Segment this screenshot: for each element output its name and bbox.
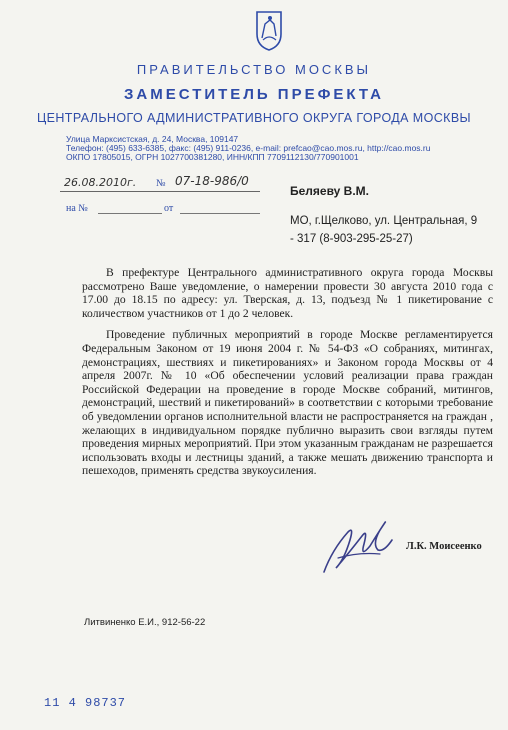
letterhead-codes: ОКПО 17805015, ОГРН 1027700381280, ИНН/КПП 7709112130/770901001 <box>66 152 359 162</box>
reply-date-underline <box>180 213 260 214</box>
letter-body <box>82 266 493 486</box>
body-paragraph-1: В префектуре Центрального административного округа города Москвы рассмотрено Ваше уведомление, о намерении провести 30 августа 2010 года с 17.00 до 18.15 по адресу: ул. Тверская, д. 13, подъезд № 1 пикетирование с количеством участников от 1 до 2 человек. <box>82 266 493 320</box>
addressee-name: Беляеву В.М. <box>290 184 370 198</box>
registration-number-label: № <box>156 178 166 189</box>
moscow-coat-of-arms-icon <box>255 8 283 52</box>
body-paragraph-2: Проведение публичных мероприятий в городе Москве регламентируется Федеральным Законом от 19 июня 2004 г. № 54-ФЗ «О собраниях, митингах, демонстрациях, шествиях и пикетированиях» и Законом города Москвы от 4 апреля 2007г. № 10 «Об обеспечении условий реализации права граждан Российской Федерации на проведение в городе Москве собраний, митингов, демонстраций, шествий и пикетирований» в соответствии с которыми требование об уведомлении органов исполнительной власти не распространяется на граждан , желающих в индивидуальном порядке публично выразить свои взгляды путем проведения мирных мероприятий. При этом указанным гражданам не разрешается использовать входы и лестницы зданий, а также мешать движению транспорта и пешеходов, применять средства звукоусиления. <box>82 328 493 478</box>
addressee-address: МО, г.Щелково, ул. Центральная, 9 - 317 (8-903-295-25-27) <box>290 215 478 245</box>
signer-name: Л.К. Моисеенко <box>406 541 482 552</box>
contacts-block <box>66 135 430 162</box>
reply-number-underline <box>98 213 162 214</box>
handwritten-signature <box>318 510 398 580</box>
registration-date: 26.08.2010г. <box>64 176 137 189</box>
government-header: ПРАВИТЕЛЬСТВО МОСКВЫ <box>136 62 372 77</box>
reply-date-label: от <box>164 203 174 214</box>
serial-number: 11 4 98737 <box>44 696 127 710</box>
district-title: ЦЕНТРАЛЬНОГО АДМИНИСТРАТИВНОГО ОКРУГА ГОРОДА МОСКВЫ <box>36 111 472 125</box>
registration-number: 07-18-986/0 <box>175 174 249 188</box>
executor-info: Литвиненко Е.И., 912-56-22 <box>84 617 206 628</box>
reply-number-label: на № <box>66 203 88 214</box>
position-title: ЗАМЕСТИТЕЛЬ ПРЕФЕКТА <box>124 86 384 103</box>
letterhead-address: Улица Марксистская, д. 24, Москва, 109147 <box>66 134 239 144</box>
letterhead-contacts: Телефон: (495) 633-6385, факс: (495) 911-0236, e-mail: prefcao@cao.mos.ru, http://cao.mos.ru <box>66 143 431 153</box>
registration-underline <box>60 191 260 192</box>
